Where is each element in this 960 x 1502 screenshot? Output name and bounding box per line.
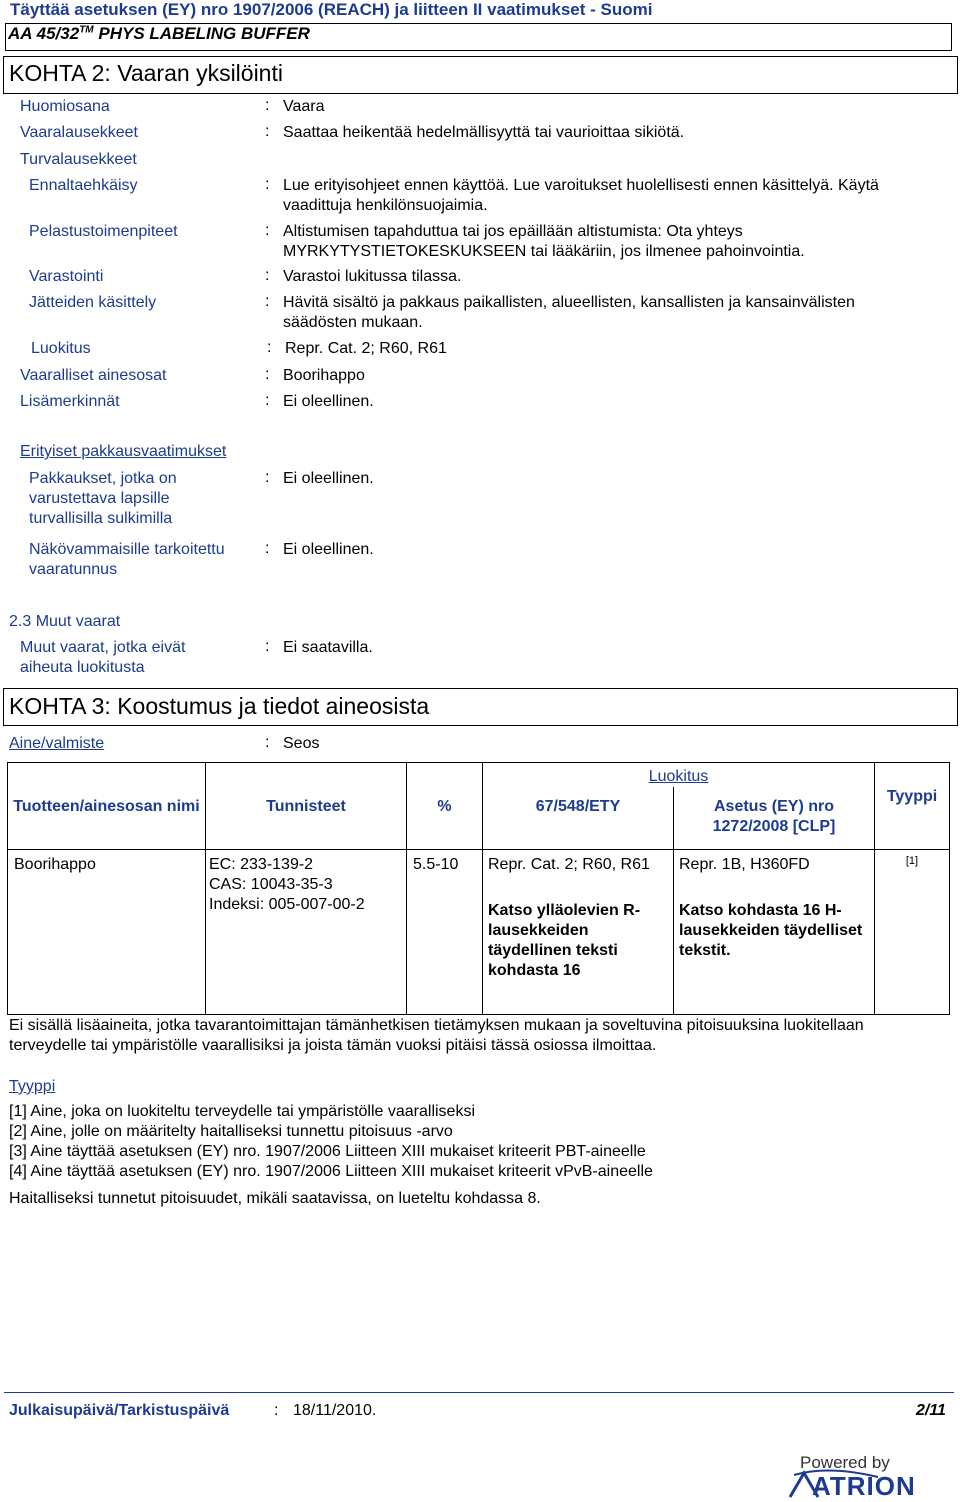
- type-item-1: [1] Aine, joka on luokiteltu terveydelle tai ympäristölle vaaralliseksi: [9, 1103, 476, 1120]
- page-number: 2/11: [916, 1402, 946, 1419]
- label-supplemental: Lisämerkinnät: [20, 393, 120, 410]
- footer-date-label: Julkaisupäivä/Tarkistuspäivä: [9, 1402, 230, 1419]
- type-item-2: [2] Aine, jolle on määritelty haitalliseksi tunnettu pitoisuus -arvo: [9, 1123, 453, 1140]
- value-child-resistant: Ei oleellinen.: [283, 470, 374, 487]
- product-name-main: AA 45/32: [8, 24, 80, 43]
- identifier-cas: CAS: 10043-35-3: [209, 875, 333, 893]
- label-response: Pelastustoimenpiteet: [29, 223, 178, 240]
- value-storage: Varastoi lukitussa tilassa.: [283, 268, 462, 285]
- footer-divider: [4, 1392, 954, 1393]
- label-storage: Varastointi: [29, 268, 104, 285]
- cell-type: [1]: [875, 849, 950, 1014]
- value-prevention: Lue erityisohjeet ennen käyttöä. Lue varoitukset huolellisesti ennen käsittelyä. Käytä vaadittuja henkilönsuojaimia.: [283, 177, 879, 214]
- label-other-hazards: Muut vaarat, jotka eivät aiheuta luokitusta: [20, 639, 186, 676]
- type-item-4: [4] Aine täyttää asetuksen (EY) nro. 1907/2006 Liitteen XIII mukaiset kriteerit vPvB-aineelle: [9, 1163, 653, 1180]
- colon: :: [265, 392, 270, 409]
- colon: :: [265, 366, 270, 383]
- product-name-suffix: PHYS LABELING BUFFER: [93, 24, 310, 43]
- label-substance-mixture: Aine/valmiste: [9, 735, 105, 752]
- colon: :: [265, 293, 270, 310]
- composition-table: [7, 762, 950, 1015]
- colon: :: [265, 176, 270, 193]
- clp-classification-note: Katso kohdasta 16 H-lausekkeiden täydelliset tekstit.: [679, 901, 863, 959]
- value-classification: Repr. Cat. 2; R60, R61: [285, 340, 447, 357]
- classification-group-header: Luokitus: [483, 763, 875, 788]
- value-disposal: Hävitä sisältö ja pakkaus paikallisten, alueellisten, kansallisten ja kansainvälisten säädösten mukaan.: [283, 294, 855, 331]
- colon: :: [265, 469, 270, 486]
- other-hazards-heading: 2.3 Muut vaarat: [9, 613, 121, 630]
- cell-identifiers: [206, 849, 407, 1014]
- colon: :: [265, 222, 270, 239]
- colon: :: [265, 267, 270, 284]
- dir-classification-note: Katso ylläolevien R-lausekkeiden täydellinen teksti kohdasta 16: [488, 901, 641, 979]
- label-classification: Luokitus: [31, 340, 91, 357]
- label-child-resistant: Pakkaukset, jotka on varustettava lapsille turvallisilla sulkimilla: [29, 470, 177, 527]
- colon: :: [265, 97, 270, 114]
- no-additives-note: Ei sisällä lisäaineita, jotka tavarantoimittajan tämänhetkisen tietämyksen mukaan ja soveltuvina pitoisuuksina luokitellaan terveydelle tai ympäristölle vaarallisiksi ja joista tämän vuoksi pitäisi tässä osiossa ilmoittaa.: [9, 1017, 864, 1054]
- trademark-mark: TM: [79, 24, 94, 36]
- label-prevention: Ennaltaehkäisy: [29, 177, 138, 194]
- product-name: [8, 24, 310, 44]
- header-type: Tyyppi: [875, 787, 950, 849]
- header-dir-67-548: 67/548/ETY: [483, 787, 674, 849]
- label-hazard-statements: Vaaralausekkeet: [20, 124, 138, 141]
- colon: :: [267, 339, 272, 356]
- section3-title: KOHTA 3: Koostumus ja tiedot aineosista: [9, 693, 430, 719]
- header-identifiers: Tunnisteet: [206, 787, 407, 849]
- cell-dir-classification: [483, 849, 674, 1014]
- label-signal-word: Huomiosana: [20, 98, 110, 115]
- table-blank-cell: [206, 763, 407, 788]
- value-hazardous-ingredients: Boorihappo: [283, 367, 365, 384]
- value-other-hazards: Ei saatavilla.: [283, 639, 373, 656]
- regulation-title: Täyttää asetuksen (EY) nro 1907/2006 (REACH) ja liitteen II vaatimukset - Suomi: [10, 0, 653, 19]
- header-percent: %: [407, 787, 483, 849]
- dir-classification-value: Repr. Cat. 2; R60, R61: [488, 855, 650, 873]
- value-hazard-statements: Saattaa heikentää hedelmällisyyttä tai vaurioittaa sikiötä.: [283, 124, 685, 141]
- type-item-3: [3] Aine täyttää asetuksen (EY) nro. 1907/2006 Liitteen XIII mukaiset kriteerit PBT-aineelle: [9, 1143, 646, 1160]
- value-signal-word: Vaara: [283, 98, 325, 115]
- label-hazardous-ingredients: Vaaralliset ainesosat: [20, 367, 167, 384]
- colon: :: [265, 734, 270, 751]
- value-response: Altistumisen tapahduttua tai jos epäillään altistumista: Ota yhteys MYRKYTYSTIETOKESKUKSEEN tai lääkäriin, jos ilmenee pahoinvointia.: [283, 223, 805, 260]
- special-packaging-heading: Erityiset pakkausvaatimukset: [20, 443, 227, 460]
- powered-by-logo: [750, 1453, 956, 1499]
- label-disposal: Jätteiden käsittely: [29, 294, 157, 311]
- clp-classification-value: Repr. 1B, H360FD: [679, 855, 810, 873]
- value-substance-mixture: Seos: [283, 735, 320, 752]
- footer-date-value: 18/11/2010.: [293, 1402, 377, 1419]
- footer-colon: :: [274, 1402, 279, 1419]
- value-supplemental: Ei oleellinen.: [283, 393, 374, 410]
- colon: :: [265, 638, 270, 655]
- table-blank-cell: [8, 763, 206, 788]
- value-tactile-warning: Ei oleellinen.: [283, 541, 374, 558]
- label-precautionary-statements: Turvalausekkeet: [20, 151, 137, 168]
- header-product-name: Tuotteen/ainesosan nimi: [8, 787, 206, 849]
- header-clp: Asetus (EY) nro 1272/2008 [CLP]: [674, 787, 875, 849]
- cell-substance-name: Boorihappo: [8, 849, 206, 1014]
- section2-title: KOHTA 2: Vaaran yksilöinti: [9, 60, 283, 86]
- label-tactile-warning: Näkövammaisille tarkoitettu vaaratunnus: [29, 541, 225, 578]
- table-blank-cell: [407, 763, 483, 788]
- table-blank-cell: [875, 763, 950, 788]
- identifier-ec: EC: 233-139-2: [209, 855, 314, 873]
- colon: :: [265, 123, 270, 140]
- powered-by-text: Powered by: [800, 1453, 890, 1472]
- cell-percent: 5.5-10: [407, 849, 483, 1014]
- cell-clp-classification: [674, 849, 875, 1014]
- type-heading: Tyyppi: [9, 1078, 56, 1095]
- exposure-note: Haitalliseksi tunnetut pitoisuudet, mikäli saatavissa, on lueteltu kohdassa 8.: [9, 1190, 541, 1207]
- identifier-index: Indeksi: 005-007-00-2: [209, 895, 365, 913]
- colon: :: [265, 540, 270, 557]
- brand-text: ATRION: [812, 1471, 916, 1501]
